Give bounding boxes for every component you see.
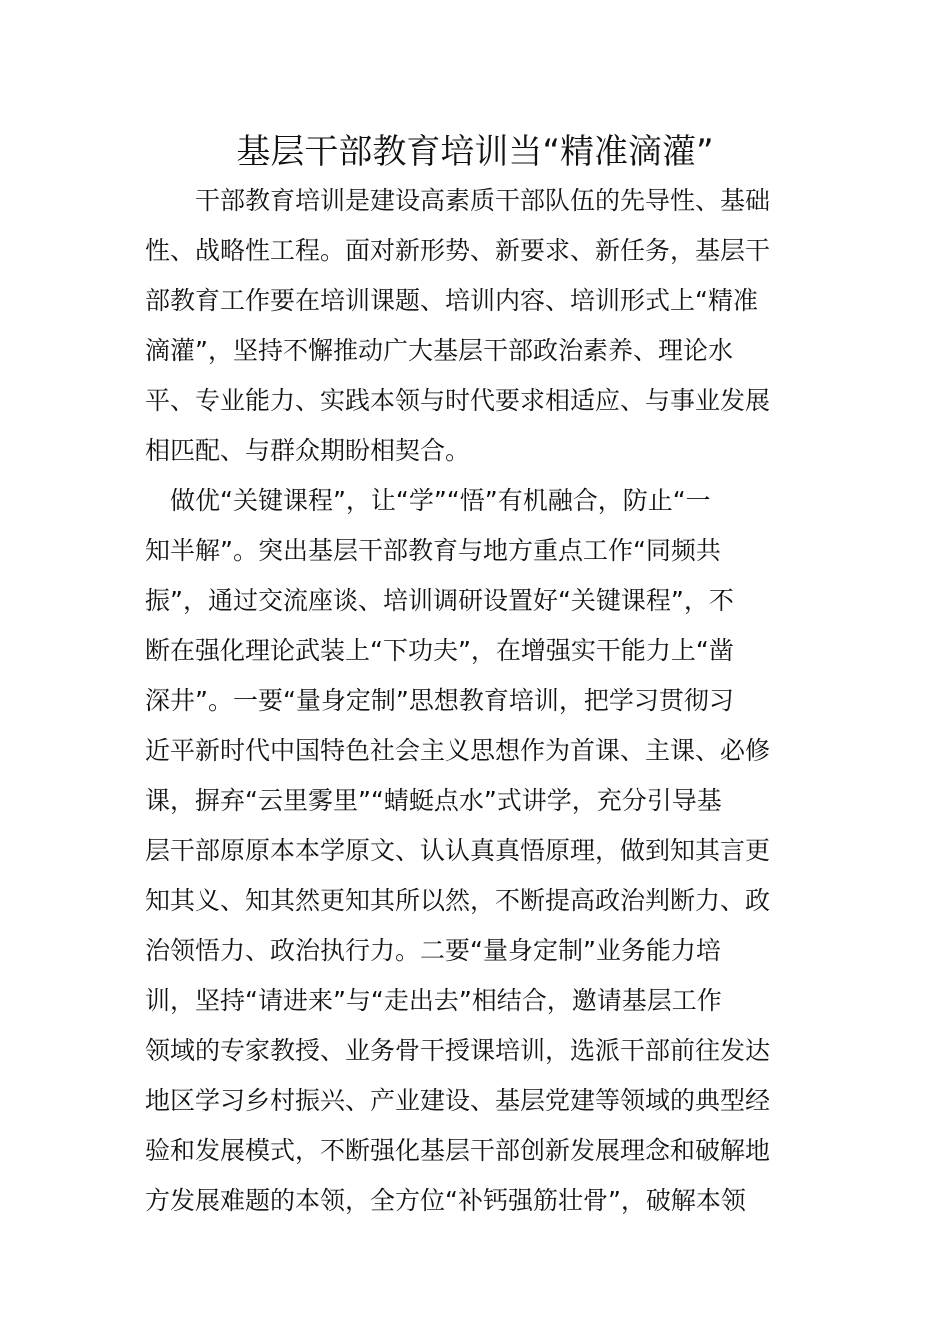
text-line: 断在强化理论武装上“下功夫”，在增强实干能力上“凿 <box>145 636 734 665</box>
paragraph-intro <box>145 176 810 476</box>
text-line: 领域的专家教授、业务骨干授课培训，选派干部前往发达 <box>145 1036 771 1065</box>
text-line: 地区学习乡村振兴、产业建设、基层党建等领域的典型经 <box>145 1086 771 1115</box>
text-line: 做优“关键课程”，让“学”“悟”有机融合，防止“一 <box>145 486 711 515</box>
text-line: 知其义、知其然更知其所以然，不断提高政治判断力、政 <box>145 886 771 915</box>
document-title: 基层干部教育培训当“精准滴灌” <box>236 132 714 172</box>
text-line: 验和发展模式，不断强化基层干部创新发展理念和破解地 <box>145 1136 771 1165</box>
text-line: 层干部原原本本学原文、认认真真悟原理，做到知其言更 <box>145 836 771 865</box>
text-line: 深井”。一要“量身定制”思想教育培训，把学习贯彻习 <box>145 686 734 715</box>
text-line: 性、战略性工程。面对新形势、新要求、新任务，基层干 <box>145 236 771 265</box>
text-line: 知半解”。突出基层干部教育与地方重点工作“同频共 <box>145 536 721 565</box>
text-line: 部教育工作要在培训课题、培训内容、培训形式上“精准 <box>145 286 758 315</box>
text-line: 课，摒弃“云里雾里”“蜻蜓点水”式讲学，充分引导基 <box>145 786 722 815</box>
text-line: 训，坚持“请进来”与“走出去”相结合，邀请基层工作 <box>145 986 722 1015</box>
document-body <box>145 176 810 1226</box>
paragraph-key-courses <box>145 476 810 1226</box>
text-line: 滴灌”，坚持不懈推动广大基层干部政治素养、理论水 <box>145 336 733 365</box>
text-line: 相匹配、与群众期盼相契合。 <box>145 436 471 465</box>
text-line: 振”，通过交流座谈、培训调研设置好“关键课程”，不 <box>145 586 734 615</box>
text-line: 干部教育培训是建设高素质干部队伍的先导性、基础 <box>145 186 771 215</box>
text-line: 治领悟力、政治执行力。二要“量身定制”业务能力培 <box>145 936 721 965</box>
text-line: 方发展难题的本领，全方位“补钙强筋壮骨”，破解本领 <box>145 1186 746 1215</box>
text-line: 平、专业能力、实践本领与时代要求相适应、与事业发展 <box>145 386 771 415</box>
text-line: 近平新时代中国特色社会主义思想作为首课、主课、必修 <box>145 736 771 765</box>
